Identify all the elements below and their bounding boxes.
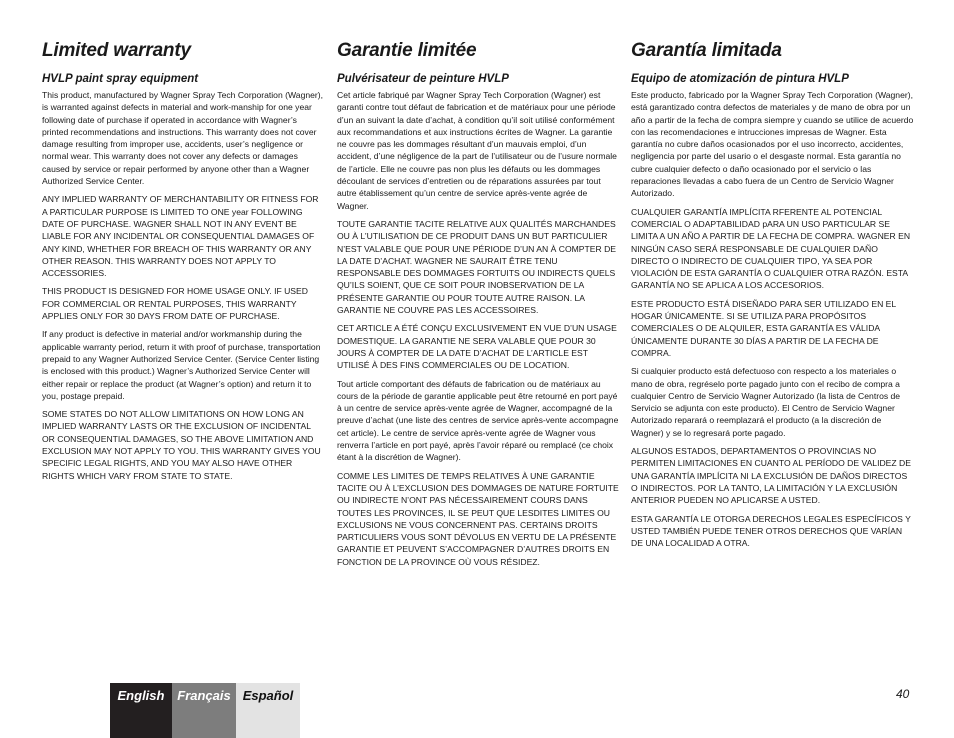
- paragraph: If any product is defective in material and/or workmanship during the applicable warranty period, return it with proof of purchase, transportation prepaid to any Wagner Authorized Service Center. (Service Center listing is enclosed with this product.) Wagner’s Authorized Service Center will either repair or replace the product (at Wagner’s option) and return it to you, postage prepaid.: [42, 329, 321, 401]
- tab-spanish[interactable]: Español: [236, 683, 300, 738]
- paragraph: This product, manufactured by Wagner Spray Tech Corporation (Wagner), is warranted against defects in material and work-manship for one year following date of purchase if operated in accordance with Wagner’s printed recommendations and instructions. This warranty does not cover damage resulting from improper use, accidents, user’s negligence or normal wear. This warranty does not cover any defects or damages caused by service or repair performed by anyone other than a Wagner Authorized Service Center.: [42, 90, 324, 187]
- title-spanish: Garantía limitada: [631, 40, 782, 61]
- subtitle-spanish: Equipo de atomización de pintura HVLP: [631, 73, 849, 85]
- paragraph: ESTA GARANTÍA LE OTORGA DERECHOS LEGALES ESPECÍFICOS Y USTED TAMBIÉN PUEDE TENER OTROS DERECHOS QUE VARÍAN DE UNA LOCALIDAD A OTRA.: [631, 513, 911, 549]
- paragraph: Si cualquier producto está defectuoso con respecto a los materiales o mano de obra, regréselo porte pagado junto con el recibo de compra a cualquier Centro de Servicio Wagner Autorizado (la lista de Centros de Servicio se adjunta con este producto). El Centro de Servicio Wagner Autorizado reparará o reemplazará el producto (a la discreción de Wagner) y se lo regresará porte pagado.: [631, 366, 901, 438]
- title-french: Garantie limitée: [337, 40, 477, 61]
- paragraph: Tout article comportant des défauts de fabrication ou de matériaux au cours de la période de garantie applicable peut être retourné en port payé à un centre de service après-vente agrée de Wagner, accompagné de la preuve d’achat (une liste des centres de service après-vente accompagne cet article). Le centre de service après-vente agrée de Wagner vous renverra l’article en port payé, après l’avoir réparé ou remplacé (ce choix étant à la discrétion de Wagner).: [337, 378, 619, 463]
- paragraph: ANY IMPLIED WARRANTY OF MERCHANTABILITY OR FITNESS FOR A PARTICULAR PURPOSE IS LIMITED TO ONE year FOLLOWING DATE OF PURCHASE. WAGNER SHALL NOT IN ANY EVENT BE LIABLE FOR ANY INCIDENTAL OR CONSEQUENTIAL DAMAGES OF ANY KIND, WHETHER FOR BREACH OF THIS WARRANTY OR ANY OTHER REASON. THIS WARRANTY DOES NOT APPLY TO ACCESSORIES.: [42, 194, 319, 279]
- paragraph: CET ARTICLE A ÉTÉ CONÇU EXCLUSIVEMENT EN VUE D’UN USAGE DOMESTIQUE. LA GARANTIE NE SERA VALABLE QUE POUR 30 JOURS À COMPTER DE LA DATE D’ACHAT DE L’ARTICLE EST UTILISÉ À DES FINS COMMERCIALES OU DE LOCATION.: [337, 323, 617, 371]
- paragraph: COMME LES LIMITES DE TEMPS RELATIVES À UNE GARANTIE TACITE OU À L’EXCLUSION DES DOMMAGES DE NATURE FORTUITE OU INDIRECTE N’ONT PAS NÉCESSAIREMENT COURS DANS TOUTES LES PROVINCES, IL SE PEUT QUE LESDITES LIMITES OU EXCLUSIONS NE VOUS CONCERNENT PAS. CERTAINS DROITS PARTICULIERS VOUS SONT DÉVOLUS EN VERTU DE LA PRÉSENTE GARANTIE ET PEUVENT S’ACCOMPAGNER D’AUTRES DROITS EN FONCTION DE LA PROVINCE OÙ VOUS RÉSIDEZ.: [337, 470, 619, 567]
- tab-english[interactable]: English: [110, 683, 172, 738]
- tab-french[interactable]: Français: [172, 683, 236, 738]
- subtitle-english: HVLP paint spray equipment: [42, 73, 199, 85]
- paragraph: CUALQUIER GARANTÍA IMPLÍCITA RFERENTE AL POTENCIAL COMERCIAL O ADAPTABILIDAD pARA UN USO PARTICULAR SE LIMITA A UN AÑO A PARTIR DE LA FECHA DE COMPRA. WAGNER EN NINGÚN CASO SERÁ RESPONSABLE DE CUALQUIER DAÑO DIRECTO O INDIRECTO DE CUALQUIER TIPO, YA SEA POR VIOLACIÓN DE ESTA GARANTÍA O CUALQUIER OTRA RAZÓN. ESTA GARANTÍA NO SE APLICA A LOS ACCESORIOS.: [631, 206, 911, 291]
- paragraph: Cet article fabriqué par Wagner Spray Tech Corporation (Wagner) est garanti contre tout défaut de fabrication et de matériaux pour une période d’un an suivant la date d’achat, à condition qu’il soit utilisé conformément aux recommandations et aux instructions écrites de Wagner. La garantie ne couvre pas les dommages résultant d’un mauvais emploi, d’un accident, d’une négligence de la part de l’utilisateur ou de l’usure normale de l’article. Elle ne couvre pas non plus les défauts ou les dommages découlant de services d’entretien ou de réparations assurées par tout autre établissement qu’un centre de service après-vente agrée de Wagner.: [337, 90, 617, 211]
- column-french: [337, 40, 619, 574]
- column-spanish: [631, 40, 916, 555]
- paragraph: THIS PRODUCT IS DESIGNED FOR HOME USAGE ONLY. IF USED FOR COMMERCIAL OR RENTAL PURPOSES, THIS WARRANTY APPLIES ONLY FOR 30 DAYS FROM DATE OF PURCHASE.: [42, 286, 308, 322]
- paragraph: TOUTE GARANTIE TACITE RELATIVE AUX QUALITÉS MARCHANDES OU À L’UTILISATION DE CE PRODUIT DANS UN BUT PARTICULIER N’EST VALABLE QUE POUR UNE PÉRIODE D’UN AN À COMPTER DE LA DATE D’ACHAT. WAGNER NE SAURAIT ÊTRE TENU RESPONSABLE DES DOMMAGES FORTUITS OU INDIRECTS QUELS QU’ILS SOIENT, QUE CE SOIT POUR INOBSERVATION DE LA PRÉSENTE GARANTIE OU POUR TOUTE AUTRE RAISON. LA GARANTIE NE COUVRE PAS LES ACCESSOIRES.: [337, 218, 617, 316]
- paragraph: Este producto, fabricado por la Wagner Spray Tech Corporation (Wagner), está garantizado contra defectos de materiales y de mano de obra por un año a partir de la fecha de compra siempre y cuando se utilice de acuerdo con las recomendaciones e intrucciones impresas de Wagner. Esta garantía no cubre daños ocasionados por el uso incorrecto, accidentes, negligencia por parte del usario o el desgaste normal. Esta garantía no cubre cualquier defecto o daño ocasionado por el servicio o las reparaciones llevadas a cabo fuera de un Centro de Servicio Wagner Autorizado.: [631, 90, 914, 199]
- title-english: Limited warranty: [42, 40, 191, 61]
- page-number: 40: [896, 687, 910, 701]
- paragraph: SOME STATES DO NOT ALLOW LIMITATIONS ON HOW LONG AN IMPLIED WARRANTY LASTS OR THE EXCLUSION OF INCIDENTAL OR CONSEQUENTIAL DAMAGES, SO THE ABOVE LIMITATION AND EXCLUSION MAY NOT APPLY TO YOU. THIS WARRANTY GIVES YOU SPECIFIC LEGAL RIGHTS, AND YOU MAY ALSO HAVE OTHER RIGHTS WHICH VARY FROM STATE TO STATE.: [42, 409, 321, 481]
- language-tabs: [110, 683, 300, 738]
- paragraph: ALGUNOS ESTADOS, DEPARTAMENTOS O PROVINCIAS NO PERMITEN LIMITACIONES EN CUANTO AL PERÍODO DE VALIDEZ DE UNA GARANTÍA IMPLÍCITA NI LA EXCLUSIÓN DE DAÑOS DIRECTOS O INDIRECTOS. POR LA TANTO, LA LIMITACIÓN Y LA EXCLUSIÓN ANTERIOR PUEDEN NO APLICARSE A USTED.: [631, 446, 911, 506]
- subtitle-french: Pulvérisateur de peinture HVLP: [337, 73, 509, 85]
- column-english: [42, 40, 324, 488]
- paragraph: ESTE PRODUCTO ESTÁ DISEÑADO PARA SER UTILIZADO EN EL HOGAR ÚNICAMENTE. SI SE UTILIZA PARA PROPÓSITOS COMERCIALES O DE ALQUILER, ESTA GARANTÍA ES VÁLIDA ÚNICAMENTE DURANTE 30 DÍAS A PARTIR DE LA FECHA DE COMPRA.: [631, 298, 896, 358]
